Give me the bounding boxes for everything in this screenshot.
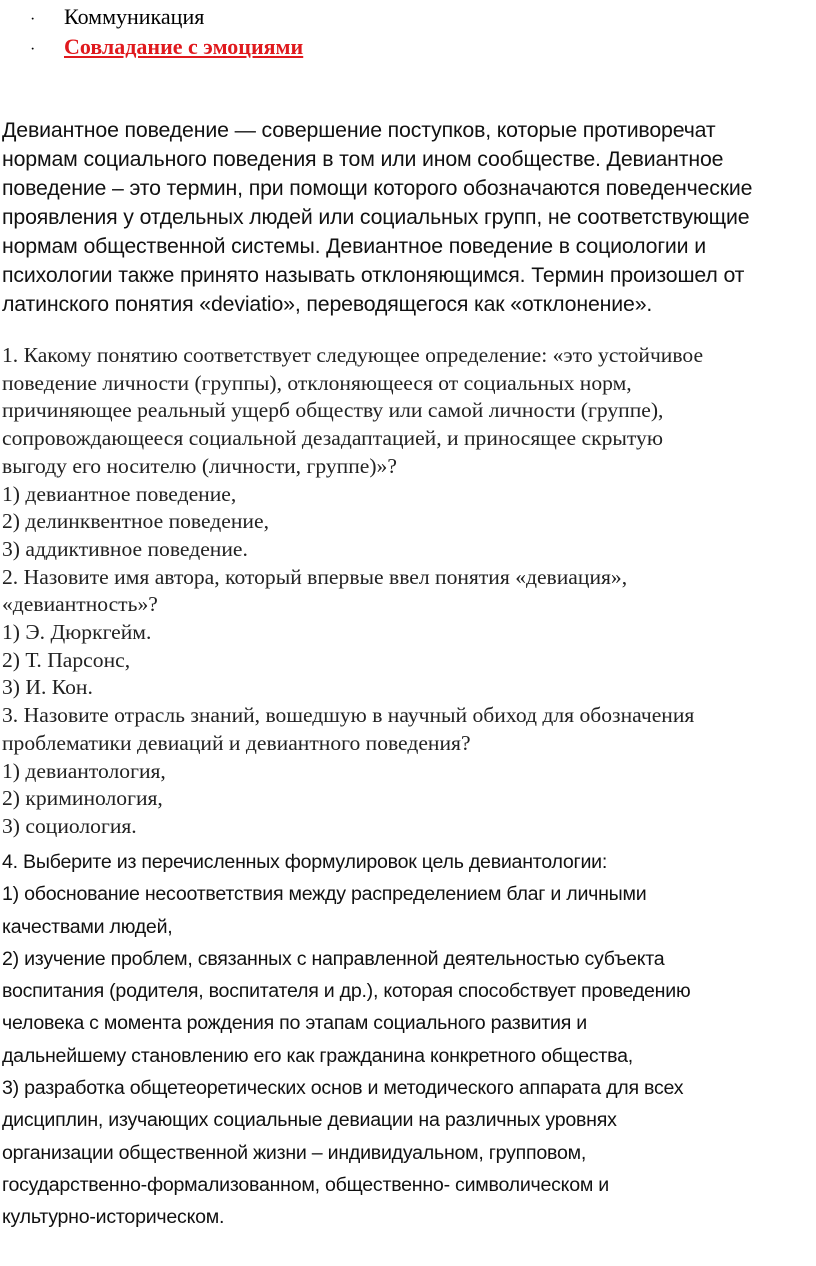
question-4-option: воспитания (родителя, воспитателя и др.), которая способствует проведению xyxy=(2,980,691,1003)
question-4-option: государственно-формализованном, общественно- символическом и xyxy=(2,1173,609,1196)
question-4-option: 3) разработка общетеоретических основ и методического аппарата для всех xyxy=(2,1077,684,1100)
question-4-option: 2) изучение проблем, связанных с направленной деятельностью субъекта xyxy=(2,947,665,970)
bullet-text: Коммуникация xyxy=(64,4,205,29)
question-3-text: проблематики девиаций и девиантного поведения? xyxy=(2,730,471,755)
question-2-option: 3) И. Кон. xyxy=(2,675,93,700)
intro-line: нормам социального поведения в том или ином сообществе. Девиантное xyxy=(2,147,724,171)
bullet-dot-icon: · xyxy=(30,41,36,58)
question-4-option: человека с момента рождения по этапам социального развития и xyxy=(2,1012,587,1035)
question-4-option: организации общественной жизни – индивидуальном, групповом, xyxy=(2,1141,587,1164)
question-1-option: 2) делинквентное поведение, xyxy=(2,509,269,534)
question-1-text: причиняющее реальный ущерб обществу или самой личности (группе), xyxy=(2,398,664,423)
question-2-text: 2. Назовите имя автора, который впервые ввел понятия «девиация», xyxy=(2,564,628,589)
question-1-option: 3) аддиктивное поведение. xyxy=(2,536,248,561)
question-4-option: дальнейшему становлению его как гражданина конкретного общества, xyxy=(2,1044,633,1067)
quiz-question-4 xyxy=(2,846,812,1234)
question-1-text: 1. Какому понятию соответствует следующее определение: «это устойчивое xyxy=(2,343,704,367)
bullet-dot-icon: · xyxy=(30,11,36,28)
coping-emotions-link[interactable]: Совладание с эмоциями xyxy=(64,34,304,59)
intro-line: нормам общественной системы. Девиантное поведение в социологии и xyxy=(2,234,706,258)
intro-line: проявления у отдельных людей или социальных групп, не соответствующие xyxy=(2,205,750,229)
bullet-item-coping-emotions xyxy=(0,32,800,62)
question-4-option: дисциплин, изучающих социальные девиации на различных уровнях xyxy=(2,1109,617,1132)
intro-line: Девиантное поведение — совершение поступков, которые противоречат xyxy=(2,118,716,142)
question-3-option: 2) криминология, xyxy=(2,786,163,811)
question-3-option: 3) социология. xyxy=(2,813,137,838)
question-4-text: 4. Выберите из перечисленных формулировок цель девиантологии: xyxy=(2,851,608,873)
question-2-option: 2) Т. Парсонс, xyxy=(2,647,131,672)
question-1-text: выгоду его носителю (личности, группе)»? xyxy=(2,453,397,478)
question-2-option: 1) Э. Дюркгейм. xyxy=(2,620,152,645)
skills-bullet-list xyxy=(0,2,800,62)
quiz-questions-1-3 xyxy=(2,342,807,841)
intro-paragraph xyxy=(2,116,802,319)
question-1-text: сопровождающееся социальной дезадаптацией, и приносящее скрытую xyxy=(2,426,663,451)
bullet-item-communication xyxy=(0,2,800,32)
question-4-option: культурно-историческом. xyxy=(2,1206,225,1229)
question-4-option: 1) обоснование несоответствия между распределением благ и личными xyxy=(2,883,647,906)
intro-line: психологии также принято называть отклоняющимся. Термин произошел от xyxy=(2,263,745,287)
question-3-option: 1) девиантология, xyxy=(2,758,166,783)
question-4-option: качествами людей, xyxy=(2,915,173,938)
intro-line: поведение – это термин, при помощи которого обозначаются поведенческие xyxy=(2,176,753,200)
intro-line: латинского понятия «deviatio», переводящегося как «отклонение». xyxy=(2,292,653,316)
question-1-text: поведение личности (группы), отклоняющееся от социальных норм, xyxy=(2,370,632,395)
question-1-option: 1) девиантное поведение, xyxy=(2,481,237,506)
question-3-text: 3. Назовите отрасль знаний, вошедшую в научный обиход для обозначения xyxy=(2,703,695,728)
question-2-text: «девиантность»? xyxy=(2,592,158,617)
